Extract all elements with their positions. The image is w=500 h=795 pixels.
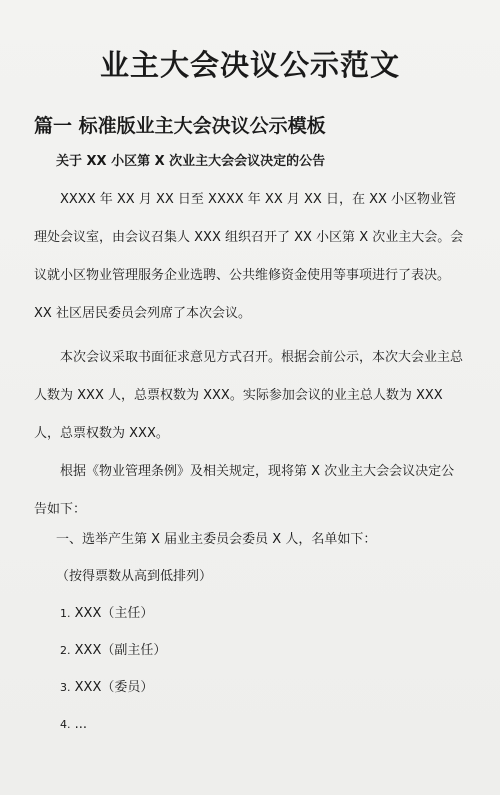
document-title: 业主大会决议公示范文 xyxy=(99,48,400,82)
paragraph-voting-info: 本次会议采取书面征求意见方式召开。根据会前公示，本次大会业主总人数为 XXX 人，总票权数为 XXX。实际参加会议的业主总人数为 XXX 人，总票权数为 XXX。 xyxy=(34,350,464,441)
paragraph-meeting-info: XXXX 年 XX 月 XX 日至 XXXX 年 XX 月 XX 日，在 XX 小区物业管理处会议室，由会议召集人 XXX 组织召开了 XX 小区第 X 次业主大会。会议就小区物业管理服务企业选聘、公共维修资金使用等事项进行了表决。XX 社区居民委员会列席了本次会议。 xyxy=(34,192,464,321)
member-number: 3. xyxy=(60,681,71,694)
section-heading: 篇一 标准版业主大会决议公示模板 xyxy=(34,115,326,137)
member-number: 2. xyxy=(60,644,71,657)
resolution-one: 一、选举产生第 X 届业主委员会委员 X 人，名单如下： xyxy=(56,532,377,547)
member-list-item xyxy=(60,715,87,735)
member-list-item xyxy=(60,678,153,698)
member-name: ... xyxy=(74,717,88,732)
member-number: 1. xyxy=(60,607,71,620)
paragraph-announcement-intro: 根据《物业管理条例》及相关规定，现将第 X 次业主大会会议决定公告如下： xyxy=(34,464,455,517)
ranking-note: （按得票数从高到低排列） xyxy=(56,569,213,584)
member-list-item xyxy=(60,604,153,624)
member-name: XXX（副主任） xyxy=(74,643,167,658)
member-number: 4. xyxy=(60,718,71,731)
member-name: XXX（委员） xyxy=(74,680,154,695)
member-name: XXX（主任） xyxy=(74,606,154,621)
member-list-item xyxy=(60,641,166,661)
notice-heading: 关于 XX 小区第 X 次业主大会会议决定的公告 xyxy=(56,154,326,169)
